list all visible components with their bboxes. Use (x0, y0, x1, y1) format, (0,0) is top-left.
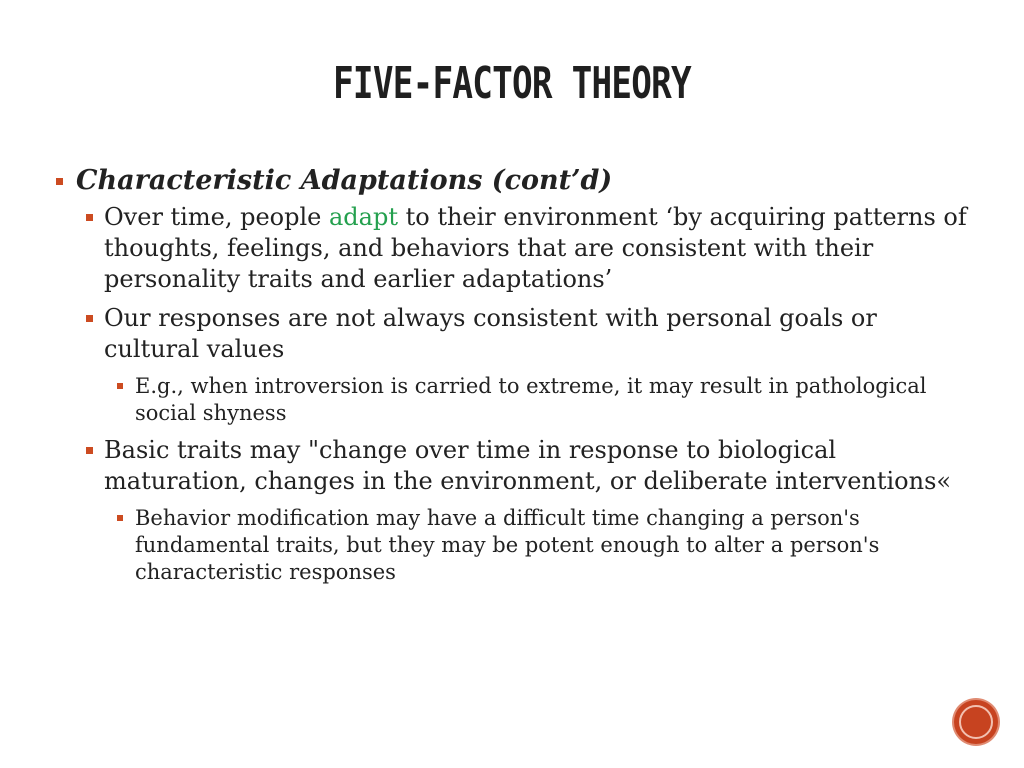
slide-content (52, 164, 972, 594)
bullet-basic-traits (52, 435, 972, 497)
sub-bullet-example (52, 373, 972, 427)
bullet-square-icon (86, 315, 93, 322)
bullet-responses (52, 303, 972, 365)
bullet-text-after: to their environment ‘by acquiring patterns of thoughts, feelings, and behaviors that are consistent with their personality traits and earlier adaptations’ (104, 203, 967, 293)
section-heading: Characteristic Adaptations (cont’d) (76, 165, 613, 196)
bullet-adaptation (52, 202, 972, 295)
bullet-text-before: Over time, people (104, 203, 329, 231)
circular-logo-icon (954, 700, 998, 744)
slide-title: FIVE-FACTOR THEORY (333, 58, 691, 109)
sub-bullet-text: E.g., when introversion is carried to extreme, it may result in pathological social shyness (135, 374, 927, 425)
bullet-square-icon (117, 383, 123, 389)
sub-bullet-behavior (52, 505, 972, 586)
heading-bullet (52, 164, 972, 198)
bullet-text: Our responses are not always consistent with personal goals or cultural values (104, 304, 877, 363)
sub-bullet-text: Behavior modification may have a difficult time changing a person's fundamental traits, but they may be potent enough to alter a person's characteristic responses (135, 506, 880, 584)
accent-word: adapt (328, 203, 398, 231)
bullet-text: Basic traits may "change over time in response to biological maturation, changes in the environment, or deliberate interventions« (104, 436, 952, 495)
bullet-square-icon (86, 447, 93, 454)
bullet-square-icon (117, 515, 123, 521)
bullet-square-icon (86, 214, 93, 221)
bullet-square-icon (56, 178, 63, 185)
